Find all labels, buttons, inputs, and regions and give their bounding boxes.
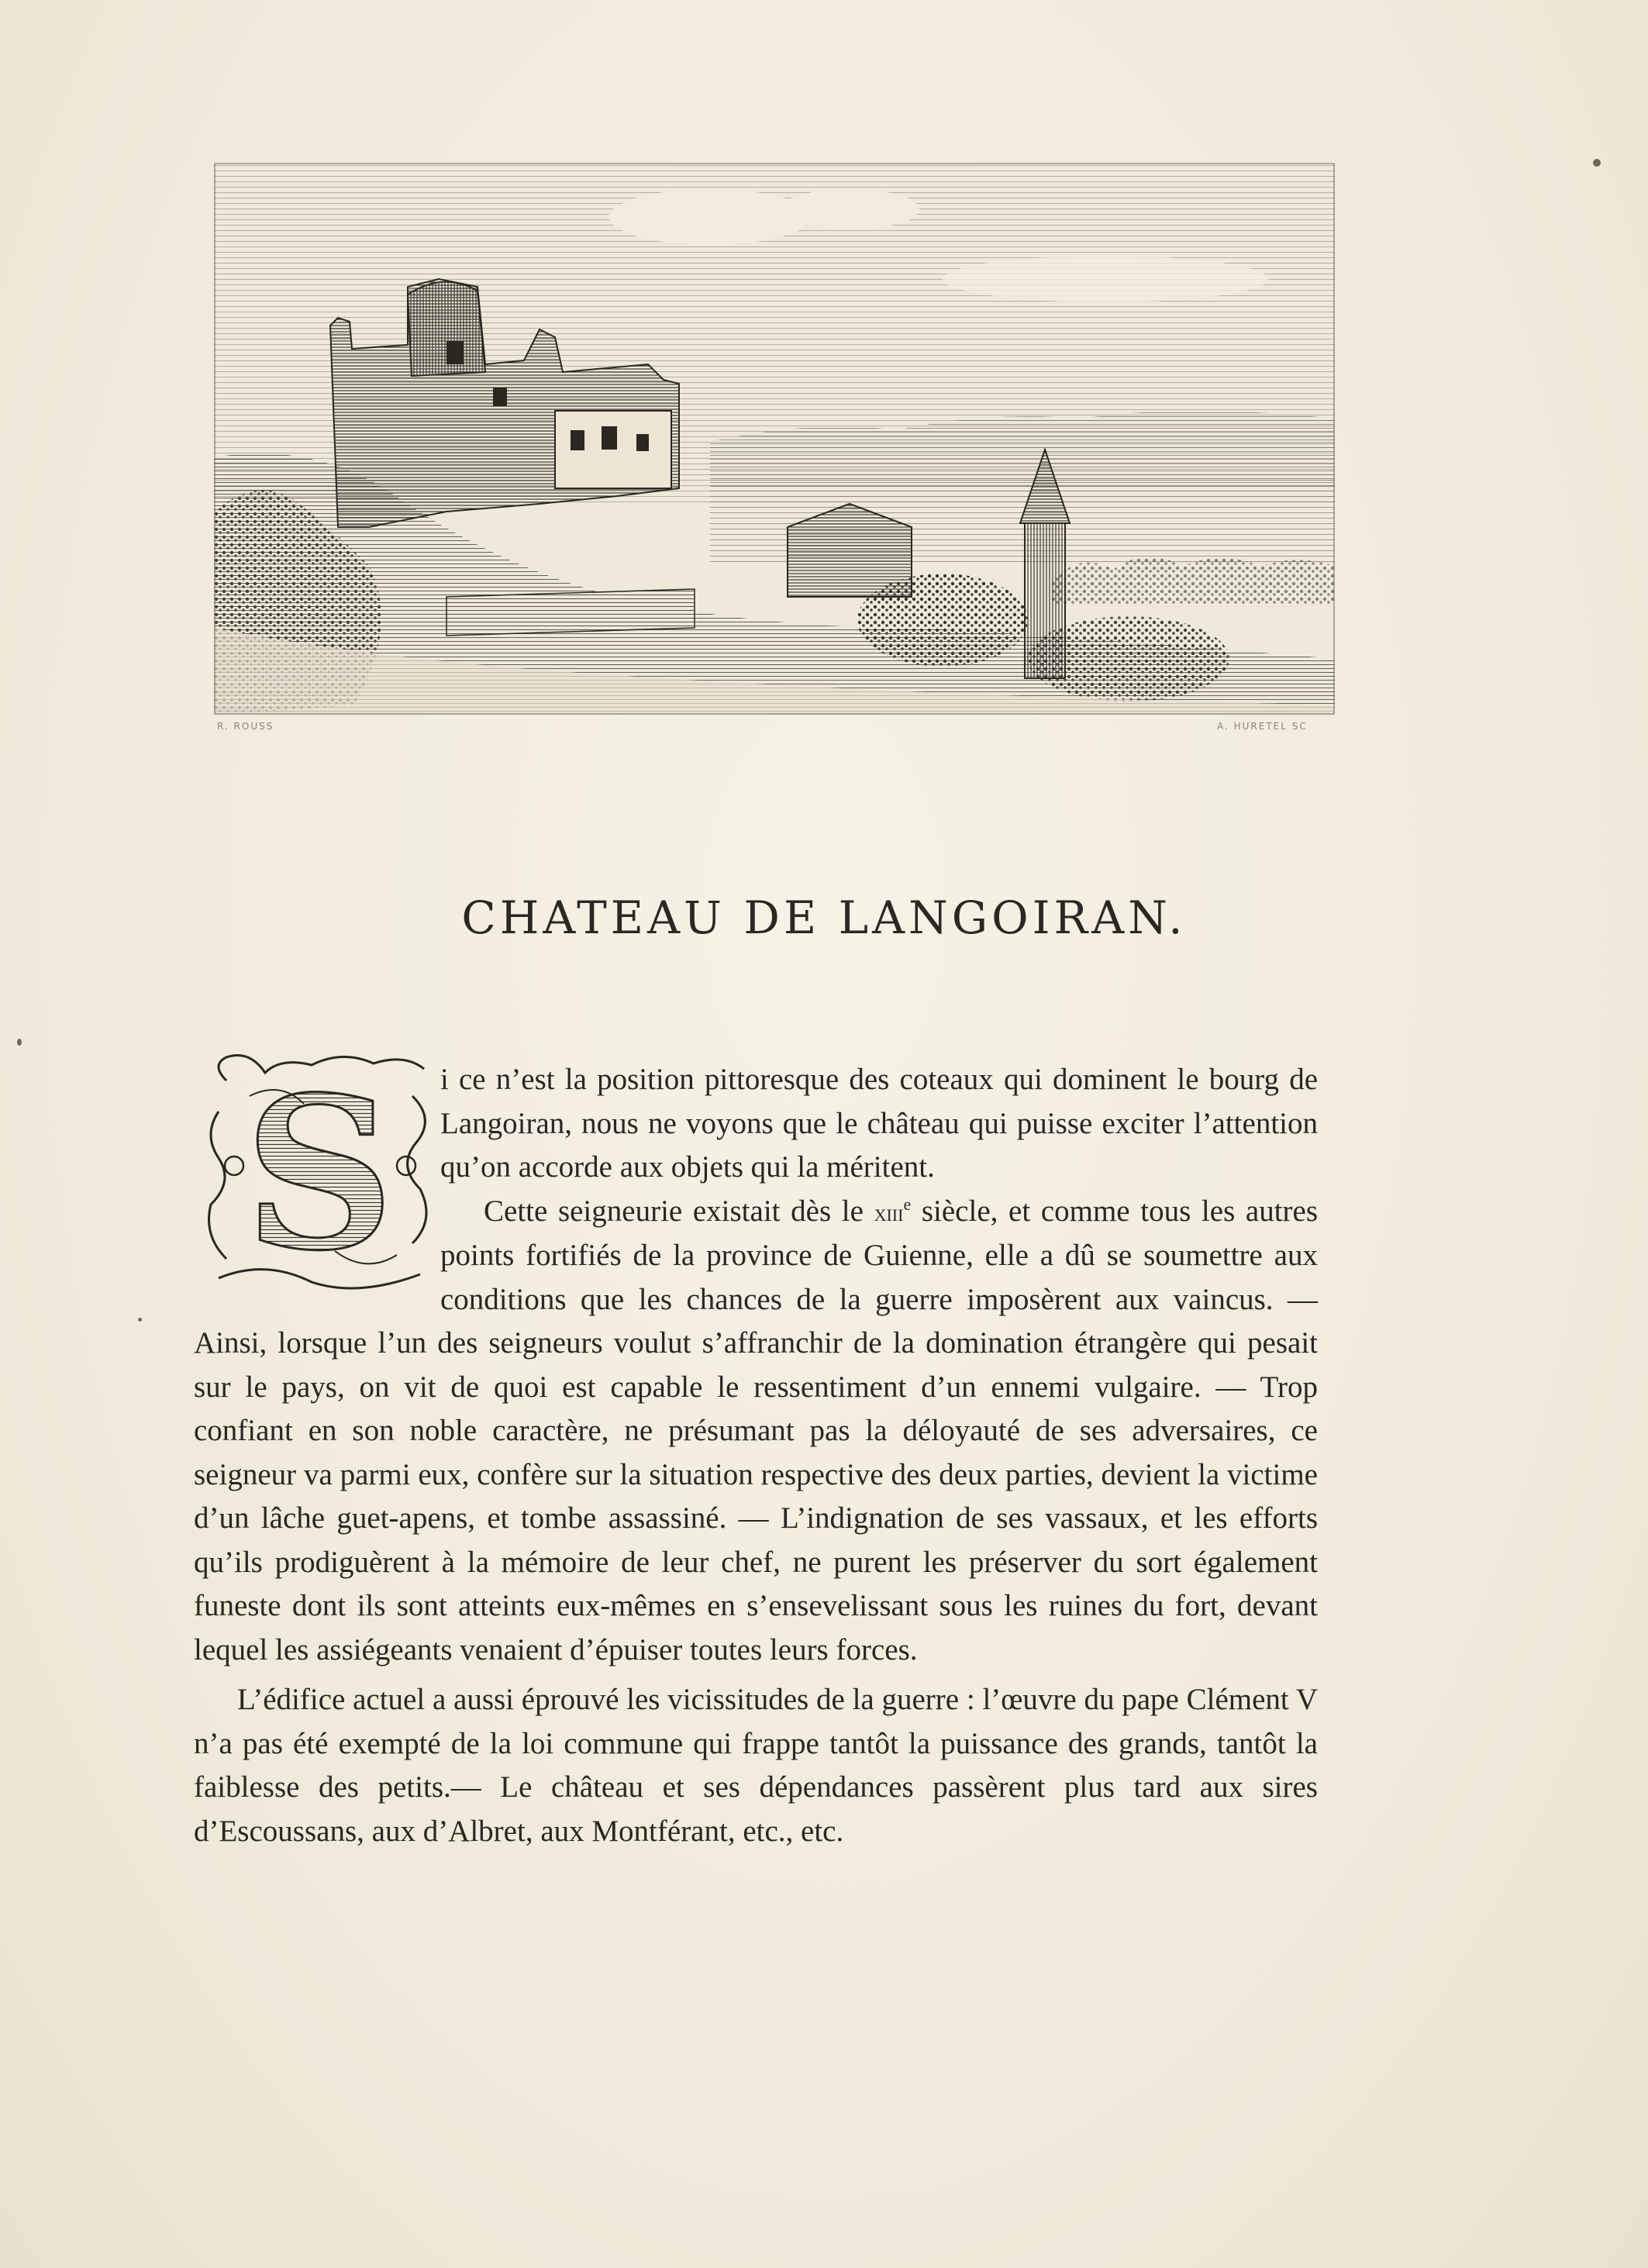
paragraph-2-text: siècle, et comme tous les autres points fortifiés de la province de Guienne, elle a dû se soumettre aux conditions que les chances de la guerre imposèrent aux vaincus. — Ainsi, lorsque l’un des seigneurs voulut s’affranchir de la domination étrangère qui pesait sur le pays, on vit de quoi est capable le ressentiment d’un ennemi vulgaire. — Trop confiant en son noble caractère, ne présumant pas la déloyauté de ses adversaires, ce seigneur va parmi eux, confère sur la situation respective des deux parties, devient la victime d’un lâche guet-apens, et tombe assassiné. — L’indignation de ses vassaux, et les efforts qu’ils prodiguèrent à la mémoire de leur chef, ne purent les préserver du sort également funeste dont ils sont atteints eux-mêmes en s’ensevelissant sous les ruines du fort, devant lequel les assiégeants venaient d’épuiser toutes leurs forces. (194, 1194, 1319, 1667)
dropcap-spacer (194, 1058, 440, 1320)
dropcap-letter: S (243, 1050, 395, 1297)
illustrator-credit: R. ROUSS (217, 721, 274, 732)
paragraph-1-text: i ce n’est la position pittoresque des coteaux qui dominent le bourg de Langoiran, nous ne voyons que le château qui puisse exciter l’attention qu’on accorde aux objets qui la méritent. (440, 1063, 1318, 1184)
print-speck (1593, 159, 1601, 167)
print-speck (138, 1318, 142, 1322)
century-superscript: e (903, 1194, 912, 1214)
paragraph-3: L’édifice actuel a aussi éprouvé les vicissitudes de la guerre : l’œuvre du pape Clément V n’a pas été exempté de la loi commune qui frappe tantôt la puissance des grands, tantôt la faiblesse des petits.— Le château et ses dépendances passèrent plus tard aux sires d’Escoussans, aux d’Albret, aux Montférant, etc., etc. (194, 1683, 1318, 1848)
paragraph-1 (194, 1058, 1318, 1190)
page-title: CHATEAU DE LANGOIRAN. (461, 891, 1187, 944)
paragraph-2-lead: Cette seigneurie existait dès le (484, 1194, 874, 1228)
print-speck (17, 1039, 22, 1046)
article-body (194, 1058, 1318, 1853)
century-numeral: xiii (874, 1198, 904, 1226)
engraver-credit: A. HURETEL SC (1217, 721, 1308, 732)
castle-engraving (214, 163, 1335, 715)
